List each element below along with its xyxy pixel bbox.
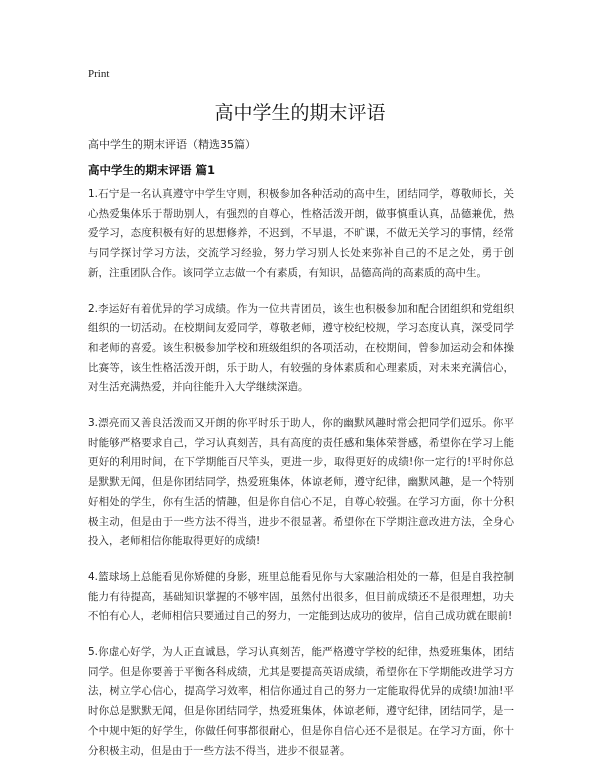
page-title: 高中学生的期末评语: [214, 102, 386, 124]
paragraph-list: [88, 185, 514, 777]
print-link[interactable]: Print: [88, 68, 110, 80]
paragraph: 4.篮球场上总能看见你矫健的身影，班里总能看见你与大家融洽相处的一幕，但是自我控制能力有待提高，基础知识掌握的不够牢固，虽然付出很多，但目前成绩还不是很理想，功夫不怕有心人，老师相信只要通过自己的努力，一定能到达成功的彼岸，信自己成功就在眼前!: [88, 570, 514, 623]
paragraph: 2.李运好有着优异的学习成绩。作为一位共青团员，该生也积极参加和配合团组织和党组织组织的一切活动。在校期间友爱同学，尊敬老师，遵守校纪校规，学习态度认真，深受同学和老师的喜爱。该生积极参加学校和班级组织的各项活动，在校期间，曾参加运动会和体操比赛等，该生性格活泼开朗，乐于助人，有较强的身体素质和心理素质，对未来充满信心，对生活充满热爱，并向往能升入大学继续深造。: [88, 302, 514, 394]
document-subtitle: 高中学生的期末评语（精选35篇）: [88, 138, 256, 151]
paragraph: 1.石宁是一名认真遵守中学生守则，积极参加各种活动的高中生，团结同学，尊敬师长，关心热爱集体乐于帮助别人，有强烈的自尊心，性格活泼开朗，做事慎重认真，品德兼优，热爱学习，态度积极有好的思想修养，不迟到，不早退，不旷课，不做无关学习的事情，经常与同学探讨学习方法，交流学习经验，努力学习别人长处来弥补自己的不足之处，勇于创新，注重团队合作。该同学立志做一个有素质，有知识，品德高尚的高素质的高中生。: [88, 188, 514, 279]
paragraph: 3.漂亮而又善良活泼而又开朗的你平时乐于助人，你的幽默风趣时常会把同学们逗乐。你平时能够严格要求自己，学习认真刻苦，具有高度的责任感和集体荣誉感，希望你在学习上能更好的利用时间，在下学期能百尺竿头，更进一步，取得更好的成绩!你一定行的!平时你总是默默无闻，但是你团结同学，热爱班集体，体谅老师，遵守纪律，幽默风趣，是一个特别好相处的学生，你有生活的情趣，但是你自信心不足，自尊心较强。在学习方面，你十分积极主动，但是由于一些方法不得当，进步不很显著。希望你在下学期注意改进方法，全身心投入，老师相信你能取得更好的成绩!: [88, 417, 514, 548]
paragraph: 5.你虚心好学，为人正直诚恳，学习认真刻苦，能严格遵守学校的纪律，热爱班集体，团结同学。但是你要善于平衡各科成绩，尤其是要提高英语成绩，希望你在下学期能改进学习方法，树立学心信心，提高学习效率，相信你通过自己的努力一定能取得优异的成绩!加油!平时你总是默默无闻，但是你团结同学，热爱班集体，体谅老师，遵守纪律，团结同学，是一个中规中矩的好学生，你做任何事都很耐心，但是你自信心还不是很足。在学习方面，你十分积极主动，但是由于一些方法不得当，进步不很显著。: [88, 646, 514, 757]
section-heading: 高中学生的期末评语 篇1: [88, 163, 216, 177]
